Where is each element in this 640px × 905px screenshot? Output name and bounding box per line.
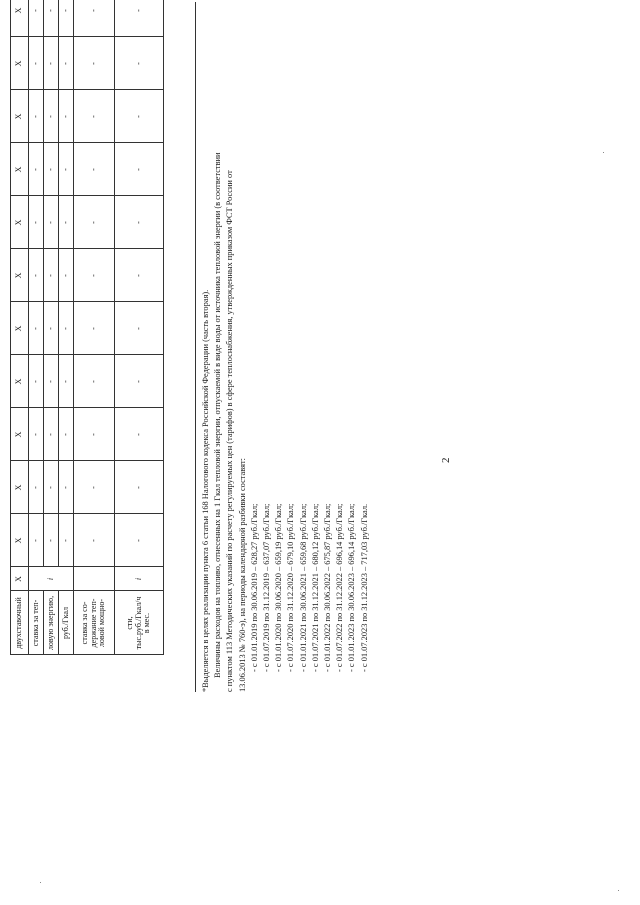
cell-x: Х — [11, 249, 29, 302]
cell-dash: - — [59, 0, 74, 37]
list-item: - с 01.01.2020 по 30.06.2020 – 659,19 руб./Гкал; — [274, 503, 284, 672]
cell-dash: - — [59, 355, 74, 408]
cell-dash: - — [29, 37, 44, 90]
scan-speck — [40, 882, 41, 883]
cell-dash: - — [44, 355, 59, 408]
label-energy-rate-line-2: ловую энергию, — [44, 591, 59, 655]
list-item: - с 01.07.2023 по 31.12.2023 – 717,03 руб./Гкал. — [359, 503, 369, 672]
cell-dash: - — [59, 143, 74, 196]
cell-dash: - — [29, 143, 44, 196]
cell-dash: - — [74, 514, 115, 567]
cell-x: Х — [11, 302, 29, 355]
cell-dash: - — [44, 514, 59, 567]
tariff-table — [10, 0, 164, 815]
indicator-energy: i — [29, 567, 74, 591]
notes-block — [200, 2, 371, 692]
table-row-x-marks — [11, 0, 29, 815]
cell-dash: - — [115, 461, 164, 514]
cell-x: Х — [11, 514, 29, 567]
cell-dash: - — [44, 196, 59, 249]
cell-dash: - — [29, 196, 44, 249]
label-line: сти, — [124, 616, 134, 630]
label-energy-rate-line-1: ставка за теп- — [29, 591, 44, 655]
period-list — [249, 2, 371, 692]
cell-x: Х — [11, 461, 29, 514]
scan-speck — [618, 890, 619, 891]
cell-dash: - — [59, 249, 74, 302]
cell-dash: - — [115, 514, 164, 567]
cell-dash: - — [29, 514, 44, 567]
cell-dash: - — [29, 302, 44, 355]
label-line: в мес. — [142, 612, 152, 634]
cell-dash: - — [74, 355, 115, 408]
cell-dash: - — [115, 37, 164, 90]
cell-dash: - — [59, 37, 74, 90]
list-item: - с 01.07.2022 по 31.12.2022 – 696,14 руб./Гкал; — [335, 503, 345, 672]
cell-dash: - — [115, 302, 164, 355]
cell-dash: - — [74, 90, 115, 143]
list-item: - с 01.07.2019 по 31.12.2019 – 637,07 руб./Гкал; — [262, 503, 272, 672]
list-item: - с 01.01.2023 по 30.06.2023 – 696,14 руб./Гкал; — [347, 503, 357, 672]
cell-dash: - — [29, 408, 44, 461]
list-item: - с 01.01.2019 по 30.06.2019 – 628,27 руб./Гкал; — [249, 503, 259, 672]
label-energy-rate-line-3: руб./Гкал — [59, 591, 74, 655]
cell-x: Х — [11, 143, 29, 196]
cell-dash: - — [59, 408, 74, 461]
scan-speck — [603, 152, 604, 153]
cell-dash: - — [74, 461, 115, 514]
cell-x: Х — [11, 567, 29, 591]
cell-x: Х — [11, 196, 29, 249]
cell-dash: - — [29, 461, 44, 514]
cell-dash: - — [44, 461, 59, 514]
cell-dash: - — [29, 0, 44, 37]
label-line: тыс.руб./Гкал/ч — [133, 596, 143, 650]
cell-dash: - — [74, 196, 115, 249]
label-capacity-rate-a — [74, 591, 115, 655]
cell-dash: - — [115, 0, 164, 37]
label-line: ставка за со- — [79, 601, 89, 645]
cell-dash: - — [59, 461, 74, 514]
page-number: 2 — [440, 457, 452, 463]
cell-dash: - — [74, 249, 115, 302]
cell-empty — [74, 567, 115, 591]
indicator-capacity: i — [115, 567, 164, 591]
cell-dash: - — [115, 143, 164, 196]
cell-x: Х — [11, 90, 29, 143]
cell-dash: - — [115, 355, 164, 408]
cell-dash: - — [74, 302, 115, 355]
cell-dash: - — [59, 302, 74, 355]
cell-dash: - — [115, 90, 164, 143]
label-capacity-rate-b — [115, 591, 164, 655]
cell-dash: - — [115, 249, 164, 302]
cell-dash: - — [115, 408, 164, 461]
cell-dash: - — [44, 143, 59, 196]
list-item: - с 01.01.2022 по 30.06.2022 – 675,87 руб./Гкал; — [323, 503, 333, 672]
cell-dash: - — [29, 355, 44, 408]
cell-dash: - — [44, 0, 59, 37]
cell-dash: - — [59, 514, 74, 567]
cell-dash: - — [29, 90, 44, 143]
cell-dash: - — [74, 408, 115, 461]
cell-dash: - — [44, 302, 59, 355]
cell-dash: - — [74, 0, 115, 37]
fuel-cost-paragraph-line-3: 13.06.2013 № 760-э), на периоды календарной разбивки составят: — [237, 458, 247, 692]
cell-x: Х — [11, 37, 29, 90]
cell-dash: - — [74, 143, 115, 196]
cell-dash: - — [115, 196, 164, 249]
cell-x: Х — [11, 408, 29, 461]
cell-dash: - — [44, 37, 59, 90]
cell-dash: - — [59, 196, 74, 249]
cell-dash: - — [44, 249, 59, 302]
label-two-rate: двухставочный — [11, 591, 29, 655]
label-line: ловой мощно- — [97, 598, 107, 648]
cell-dash: - — [44, 90, 59, 143]
footnote-rule — [195, 2, 196, 692]
cell-dash: - — [59, 90, 74, 143]
footnote: *Выделяется в целях реализации пункта 6 статьи 168 Налогового кодекса Российской Федерации (часть вторая). — [201, 289, 210, 692]
fuel-cost-paragraph-line-1: Величины расходов на топливо, отнесенных на 1 Гкал тепловой энергии, отпускаемой в виде воды от источника тепловой энергии (в соответствии — [213, 152, 223, 678]
empty-left-column — [11, 655, 164, 815]
cell-x: Х — [11, 0, 29, 37]
fuel-cost-paragraph-line-2: с пунктом 113 Методических указаний по расчету регулируемых цен (тарифов) в сфере теплоснабжения, утвержденных приказом ФСТ России от — [225, 170, 235, 692]
cell-x: Х — [11, 355, 29, 408]
list-item: - с 01.07.2020 по 31.12.2020 – 679,10 руб./Гкал; — [286, 503, 296, 672]
cell-dash: - — [29, 249, 44, 302]
label-line: держание теп- — [88, 598, 98, 648]
list-item: - с 01.07.2021 по 31.12.2021 – 680,12 руб./Гкал; — [310, 503, 320, 672]
cell-dash: - — [44, 408, 59, 461]
cell-dash: - — [74, 37, 115, 90]
list-item: - с 01.01.2021 по 30.06.2021 – 659,68 руб./Гкал; — [298, 503, 308, 672]
